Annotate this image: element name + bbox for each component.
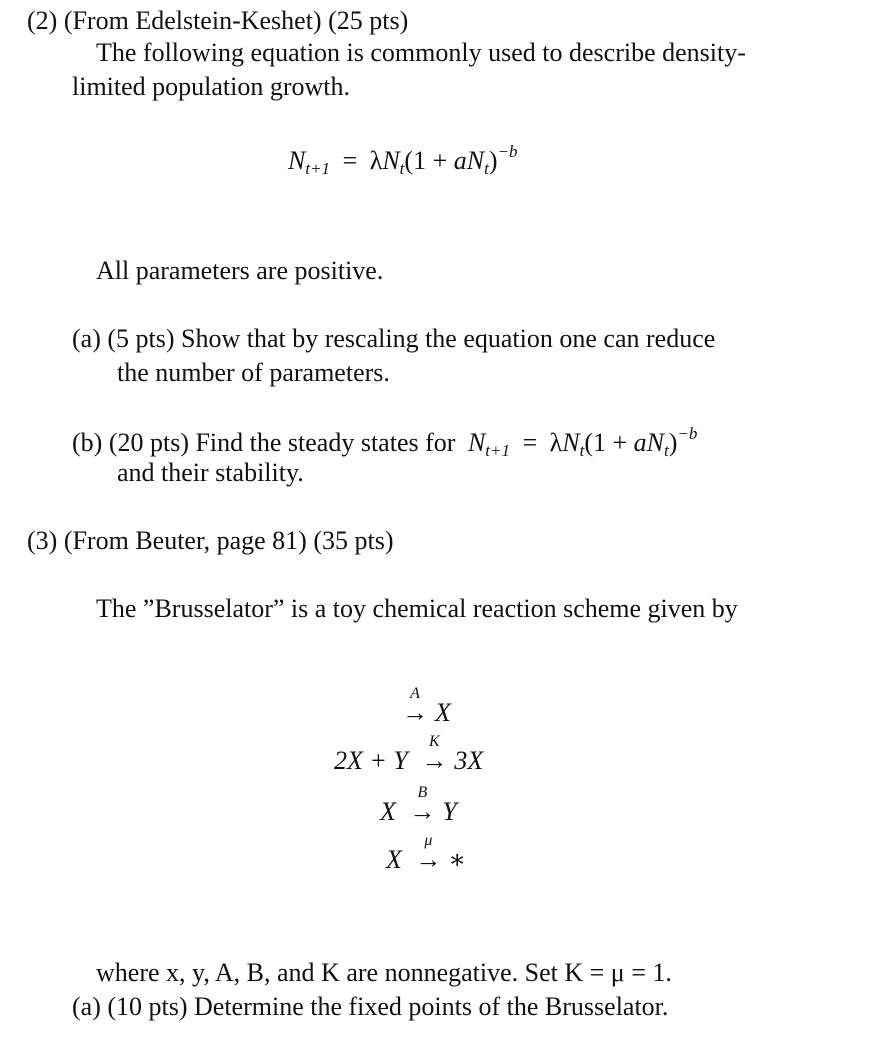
reaction-1 (395, 685, 451, 728)
eq-exponent: −b (497, 142, 518, 161)
eq-inline-n2-sub: t (664, 441, 669, 460)
rate-label-a: A (410, 685, 420, 702)
eq-inline-exponent: −b (677, 424, 698, 443)
reaction-3 (380, 784, 457, 827)
eq-inline-a-var: a (633, 428, 647, 457)
q3-header: (3) (From Beuter, page 81) (35 pts) (27, 526, 394, 555)
rate-label-k: K (429, 733, 440, 750)
rate-label-b: B (417, 784, 428, 801)
q2-part-a-line2: the number of parameters. (117, 358, 390, 387)
arrow-icon: → (402, 698, 428, 727)
reaction-reactants: X (386, 845, 402, 874)
eq-lambda: λ (369, 146, 383, 175)
reaction-arrow (418, 733, 450, 776)
eq-open: (1 + (404, 146, 448, 175)
eq-a-var: a (453, 146, 467, 175)
q2-part-b-prefix: (b) (20 pts) Find the steady states for (72, 428, 456, 457)
q2-intro-line2: limited population growth. (72, 72, 351, 101)
q3-where-text: where x, y, A, B, and K are nonnegative. Set K = μ = 1. (96, 958, 672, 987)
eq-inline-close: ) (668, 428, 678, 457)
rate-label-mu: μ (424, 832, 433, 849)
eq-inline-n-sub: t (579, 441, 585, 460)
q2-part-b-line1 (72, 424, 697, 461)
reaction-product: 3X (454, 746, 484, 775)
q2-equation (288, 142, 517, 179)
reaction-product: X (435, 698, 451, 727)
q3-intro: The ”Brusselator” is a toy chemical reaction scheme given by (96, 594, 738, 623)
eq-inline-open: (1 + (584, 428, 628, 457)
eq-n-sub: t (399, 159, 405, 178)
arrow-icon: → (421, 746, 448, 775)
eq-inline-n2-var: N (646, 428, 665, 457)
eq-lhs-var: N (288, 146, 306, 175)
arrow-icon: → (409, 797, 436, 826)
q2-part-b-line2: and their stability. (117, 458, 304, 487)
q3-part-a: (a) (10 pts) Determine the fixed points of the Brusselator. (72, 992, 669, 1021)
eq-n2-var: N (466, 146, 485, 175)
eq-inline-lambda: λ (549, 428, 563, 457)
eq-lhs-sub: t+1 (305, 159, 331, 178)
reaction-product: Y (442, 797, 457, 826)
reaction-2 (334, 733, 484, 776)
eq-n-var: N (382, 146, 400, 175)
eq-close: ) (488, 146, 498, 175)
reaction-product: ∗ (448, 845, 467, 874)
arrow-icon: → (415, 845, 442, 874)
reaction-4 (386, 832, 467, 875)
q2-params-note: All parameters are positive. (96, 256, 384, 285)
reaction-arrow (412, 832, 444, 875)
eq-inline-lhs-sub: t+1 (485, 441, 510, 460)
reaction-reactants: X (380, 797, 396, 826)
q2-intro-line1: The following equation is commonly used to describe density- (96, 38, 746, 67)
reaction-reactants: 2X + Y (334, 746, 408, 775)
reaction-arrow (399, 685, 431, 728)
eq-inline-n-var: N (562, 428, 580, 457)
eq-inline-equals: = (522, 428, 538, 457)
eq-n2-sub: t (484, 159, 489, 178)
eq-equals: = (342, 146, 358, 175)
reaction-arrow (406, 784, 438, 827)
eq-inline-lhs-var: N (467, 428, 486, 457)
q2-header: (2) (From Edelstein-Keshet) (25 pts) (27, 6, 409, 35)
q2-part-a-line1: (a) (5 pts) Show that by rescaling the equation one can reduce (72, 324, 716, 353)
